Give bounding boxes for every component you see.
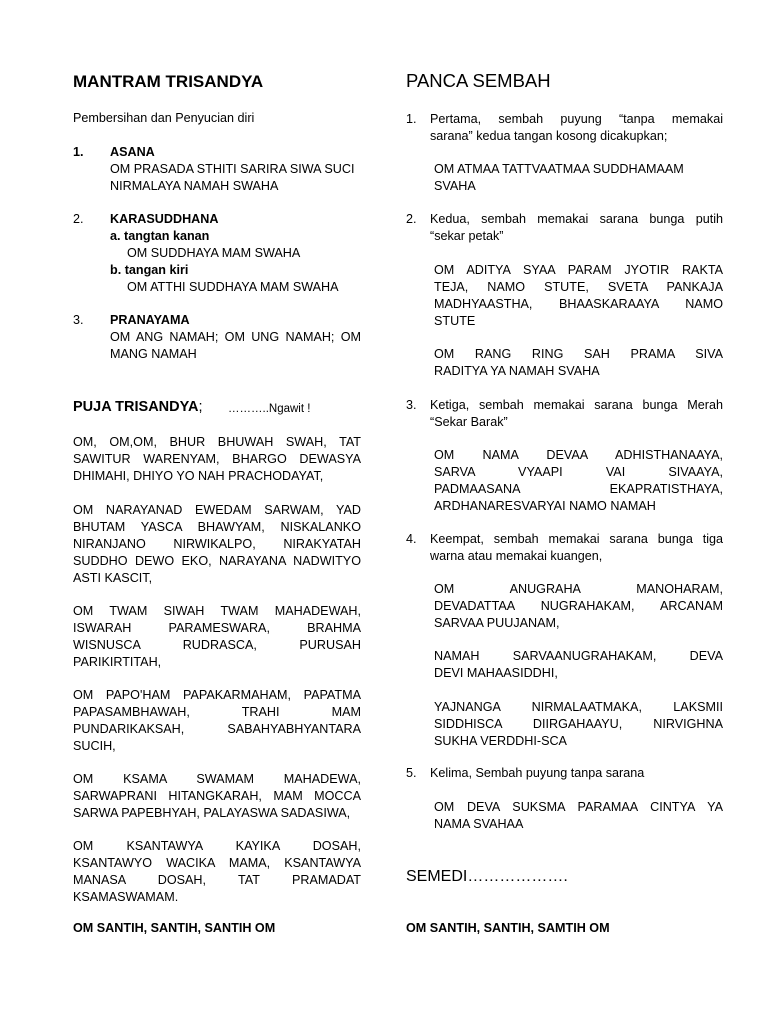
sembah-5-number: 5. [406,766,417,780]
stanza-line: PARIKIRTITAH, [73,655,162,669]
stanza-line: ASTI KASCIT, [73,571,153,585]
sembah-instruction: Pertama, sembah puyung “tanpa memakai [430,112,723,126]
sembah-mantra-line: YAJNANGA NIRMALAATMAKA, LAKSMII [434,700,723,714]
stanza-line: SARWAPRANI HITANGKARAH, MAM MOCCA [73,789,361,803]
sembah-mantra-line: ARDHANARESVARYAI NAMO NAMAH [434,499,656,513]
stanza-line: SARWA PAPEBHYAH, PALAYASWA SADASIWA, [73,806,351,820]
sembah-mantra-line: SVAHA [434,179,476,193]
sembah-instruction: Ketiga, sembah memakai sarana bunga Merah [430,398,723,412]
sembah-3-number: 3. [406,398,417,412]
sembah-mantra-line: MADHYAASTHA, BHAASKARAAYA NAMO [434,297,723,311]
sembah-mantra-line: OM ADITYA SYAA PARAM JYOTIR RAKTA [434,263,723,277]
sembah-instruction: warna atau memakai kuangen, [430,549,603,563]
sembah-mantra-line: DEVI MAHAASIDDHI, [434,666,558,680]
stanza-line: PAPASAMBHAWAH, TRAHI MAM [73,705,361,719]
stanza-line: SUDDHO DEWO EKO, NARAYANA NADWITYO [73,554,361,568]
karasuddhana-b-label: b. tangan kiri [110,263,189,277]
sembah-1-number: 1. [406,112,417,126]
sembah-mantra-line: OM NAMA DEVAA ADHISTHANAAYA, [434,448,723,462]
stanza-line: OM, OM,OM, BHUR BHUWAH SWAH, TAT [73,435,361,449]
asana-line: OM PRASADA STHITI SARIRA SIWA SUCI [110,162,355,176]
pranayama-line: OM ANG NAMAH; OM UNG NAMAH; OM [110,330,361,344]
sembah-mantra-line: PADMAASANA EKAPRATISTHAYA, [434,482,723,496]
sembah-mantra-line: SARVA VYAAPI VAI SIVAAYA, [434,465,723,479]
stanza-line: OM TWAM SIWAH TWAM MAHADEWAH, [73,604,361,618]
karasuddhana-heading: KARASUDDHANA [110,212,219,226]
sembah-instruction: Kelima, Sembah puyung tanpa sarana [430,766,645,780]
asana-line: NIRMALAYA NAMAH SWAHA [110,179,279,193]
sembah-mantra-line: OM RANG RING SAH PRAMA SIVA [434,347,723,361]
sembah-mantra-line: OM ANUGRAHA MANOHARAM, [434,582,723,596]
sembah-mantra-line: TEJA, NAMO STUTE, SVETA PANKAJA [434,280,723,294]
stanza-line: WISNUSCA RUDRASCA, PURUSAH [73,638,361,652]
sembah-2-number: 2. [406,212,417,226]
stanza-line: OM NARAYANAD EWEDAM SARWAM, YAD [73,503,361,517]
puja-note: ………..Ngawit ! [228,403,311,415]
sembah-instruction: “Sekar Barak” [430,415,508,429]
pranayama-heading: PRANAYAMA [110,313,190,327]
stanza-line: DHIMAHI, DHIYO YO NAH PRACHODAYAT, [73,469,324,483]
mantram-trisandya-title: MANTRAM TRISANDYA [73,72,264,91]
stanza-line: PUNDARIKAKSAH, SABAHYABHYANTARA [73,722,361,736]
sembah-mantra-line: DEVADATTAA NUGRAHAKAM, ARCANAM [434,599,723,613]
stanza-line: SUCIH, [73,739,116,753]
sembah-instruction: Keempat, sembah memakai sarana bunga tiga [430,532,723,546]
sembah-mantra-line: NAMAH SARVAANUGRAHAKAM, DEVA [434,649,723,663]
stanza-line: SAWITUR WARENYAM, BHARGO DEWASYA [73,452,361,466]
sembah-mantra-line: OM DEVA SUKSMA PARAMAA CINTYA YA [434,800,723,814]
sembah-mantra-line: SARVAA PUUJANAM, [434,616,560,630]
pranayama-number: 3. [73,313,84,327]
sembah-instruction: sarana” kedua tangan kosong dicakupkan; [430,129,668,143]
intro-text: Pembersihan dan Penyucian diri [73,111,255,125]
sembah-mantra-line: SUKHA VERDDHI-SCA [434,734,567,748]
closing-santih: OM SANTIH, SANTIH, SANTIH OM [73,921,276,935]
puja-separator: ; [198,399,203,415]
stanza-line: KSAMASWAMAM. [73,890,179,904]
sembah-mantra-line: OM ATMAA TATTVAATMAA SUDDHAMAAM [434,162,684,176]
stanza-line: OM KSANTAWYA KAYIKA DOSAH, [73,839,361,853]
sembah-instruction: “sekar petak” [430,229,504,243]
sembah-4-number: 4. [406,532,417,546]
stanza-line: MANASA DOSAH, TAT PRAMADAT [73,873,361,887]
panca-sembah-title: PANCA SEMBAH [406,70,551,91]
puja-trisandya-title: PUJA TRISANDYA [73,399,199,415]
sembah-mantra-line: SIDDHISCA DIIRGAHAAYU, NIRVIGHNA [434,717,723,731]
sembah-instruction: Kedua, sembah memakai sarana bunga putih [430,212,723,226]
stanza-line: OM KSAMA SWAMAM MAHADEWA, [73,772,361,786]
stanza-line: NIRANJANO NIRWIKALPO, NIRAKYATAH [73,537,361,551]
karasuddhana-b-text: OM ATTHI SUDDHAYA MAM SWAHA [127,280,339,294]
karasuddhana-a-text: OM SUDDHAYA MAM SWAHA [127,246,301,260]
stanza-line: OM PAPO'HAM PAPAKARMAHAM, PAPATMA [73,688,361,702]
stanza-line: ISWARAH PARAMESWARA, BRAHMA [73,621,361,635]
closing-santih: OM SANTIH, SANTIH, SAMTIH OM [406,921,610,935]
semedi-text: SEMEDI………………. [406,868,568,885]
sembah-mantra-line: RADITYA YA NAMAH SVAHA [434,364,600,378]
sembah-mantra-line: NAMA SVAHAA [434,817,524,831]
puja-trisandya-heading [73,399,202,416]
pranayama-line: MANG NAMAH [110,347,197,361]
stanza-line: KSANTAWYO WACIKA MAMA, KSANTAWYA [73,856,361,870]
asana-heading: ASANA [110,145,155,159]
karasuddhana-a-label: a. tangtan kanan [110,229,210,243]
stanza-line: BHUTAM YASCA BHAWYAM, NISKALANKO [73,520,361,534]
asana-number: 1. [73,145,84,159]
sembah-mantra-line: STUTE [434,314,476,328]
karasuddhana-number: 2. [73,212,84,226]
